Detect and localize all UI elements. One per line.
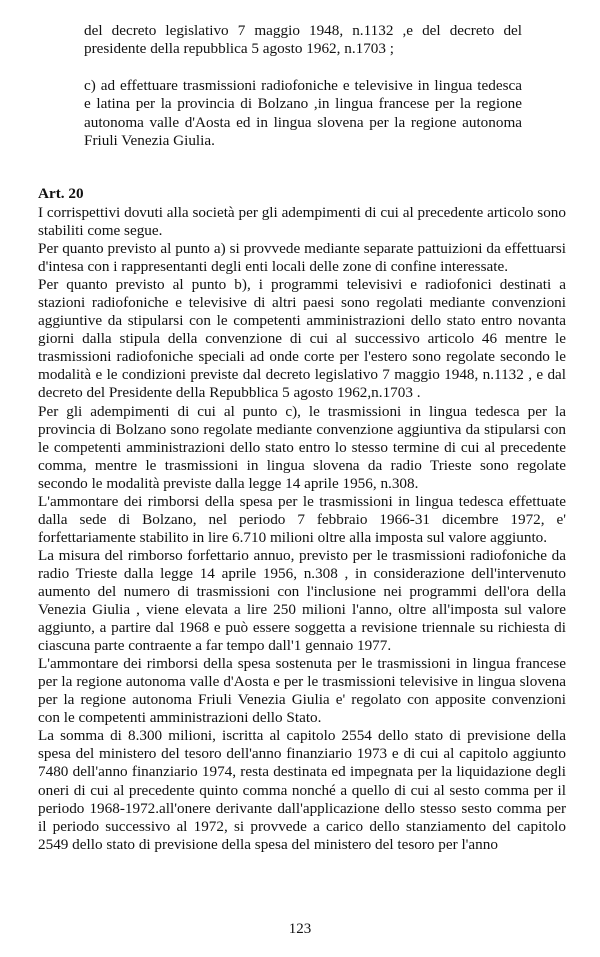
article-paragraph: La misura del rimborso forfettario annuo, previsto per le trasmissioni radiofoniche da radio Trieste dalla legge 14 aprile 1956, n.308 , in considerazione dell'intervenuto aumento del numero di trasmissioni con l'inclusione nei programmi dell'ora della Venezia Giulia , viene elevata a lire 250 milioni l'anno, oltre all'imposta sul valore aggiunto, a partire dal 1968 e può essere soggetta a revisione triennale su richiesta di ciascuna parte contraente a far tempo dall'1 gennaio 1977. xyxy=(38,546,566,655)
intro-paragraph-point-c: c) ad effettuare trasmissioni radiofoniche e televisive in lingua tedesca e latina per la provincia di Bolzano ,in lingua francese per la regione autonoma valle d'Aosta ed in lingua slovena per la regione autonoma Friuli Venezia Giulia. xyxy=(84,77,522,150)
article-paragraph: L'ammontare dei rimborsi della spesa per le trasmissioni in lingua tedesca effettuate dalla sede di Bolzano, nel periodo 7 febbraio 1966-31 dicembre 1972, e' forfettariamente stabilito in lire 6.710 milioni oltre alla imposta sul valore aggiunto. xyxy=(38,492,566,546)
article-paragraph: Per quanto previsto al punto b), i programmi televisivi e radiofonici destinati a stazioni radiofoniche e televisive di altri paesi sono regolati mediante convenzioni aggiuntive da stipularsi con le competenti amministrazioni dello stato entro novanta giorni dalla stipula della convenzione di cui al successivo articolo 46 mentre le trasmissioni radiofoniche speciali ad onde corte per l'estero sono regolate secondo le modalità e le condizioni previste dal decreto legislativo 7 maggio 1948, n.1132 , e dal decreto del Presidente della Repubblica 5 agosto 1962,n.1703 . xyxy=(38,276,566,402)
article-body xyxy=(38,204,566,854)
article-paragraph: I corrispettivi dovuti alla società per gli adempimenti di cui al precedente articolo sono stabiliti come segue. xyxy=(38,204,566,240)
article-paragraph: Per quanto previsto al punto a) si provvede mediante separate pattuizioni da effettuarsi d'intesa con i rappresentanti degli enti locali delle zone di confine interessate. xyxy=(38,240,566,276)
article-heading: Art. 20 xyxy=(38,185,84,202)
article-paragraph: Per gli adempimenti di cui al punto c), le trasmissioni in lingua tedesca per la provincia di Bolzano sono regolate mediante convenzione aggiuntiva da stipularsi con le competenti amministrazioni dello stato entro lo stesso termine di cui al precedente comma, mentre le trasmissioni in lingua slovena da radio Trieste sono regolate secondo le modalità previste dalla legge 14 aprile 1956, n.308. xyxy=(38,402,566,492)
page-number: 123 xyxy=(288,921,312,937)
article-paragraph: L'ammontare dei rimborsi della spesa sostenuta per le trasmissioni in lingua francese per la regione autonoma valle d'Aosta e per le trasmissioni televisive in lingua slovena per la regione autonoma Friuli Venezia Giulia e' regolato con apposite convenzioni con le competenti amministrazioni dello Stato. xyxy=(38,655,566,727)
article-paragraph: La somma di 8.300 milioni, iscritta al capitolo 2554 dello stato di previsione della spesa del ministero del tesoro dell'anno finanziario 1973 e di cui al capitolo aggiunto 7480 dell'anno finanziario 1974, resta destinata ed impegnata per la liquidazione degli oneri di cui al precedente quinto comma nonché a quello di cui al sesto comma per il periodo 1968-1972.all'onere derivante dall'applicazione dello stesso sesto comma per il periodo successivo al 1972, si provvede a carico dello stanziamento del capitolo 2549 dello stato di previsione della spesa del ministero del tesoro per l'anno xyxy=(38,727,566,853)
intro-paragraph-decree: del decreto legislativo 7 maggio 1948, n.1132 ,e del decreto del presidente della repubblica 5 agosto 1962, n.1703 ; xyxy=(84,22,522,58)
